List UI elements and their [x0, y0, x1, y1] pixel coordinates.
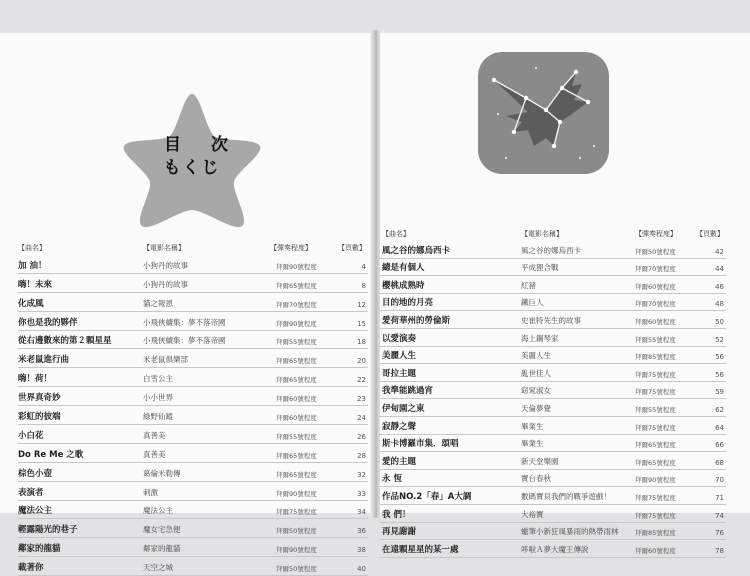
song-title: 嗨！荷！	[18, 374, 53, 385]
song-title: 小白花	[18, 430, 44, 441]
level-text: 拜爾65號程度	[276, 281, 317, 290]
song-title: 棕色小壺	[18, 468, 53, 479]
song-title: 哥拉主題	[382, 368, 417, 379]
movie-name: 美麗人生	[521, 351, 551, 361]
page-number: 64	[715, 423, 724, 432]
page-number: 38	[357, 546, 366, 555]
level-text: 拜爾55號程度	[276, 432, 317, 441]
header-movie: 【電影名稱】	[521, 230, 563, 238]
movie-name: 魔法公主	[143, 506, 173, 516]
movie-name: 亂世佳人	[521, 368, 551, 378]
toc-row	[18, 406, 368, 425]
movie-name: 天倫夢覺	[521, 403, 551, 413]
song-title: 美麗人生	[382, 351, 417, 362]
toc-table-right	[380, 229, 726, 558]
movie-name: 魔女宅急便	[143, 525, 181, 535]
song-title: 寂靜之聲	[382, 421, 417, 432]
header-page: 【頁數】	[338, 244, 366, 252]
level-text: 拜爾65號程度	[276, 451, 317, 460]
page-number: 74	[715, 511, 724, 520]
toc-title: 目 次	[164, 135, 240, 155]
page-number: 46	[715, 282, 724, 291]
song-title: 米老鼠進行曲	[18, 355, 70, 366]
page-number: 28	[357, 451, 366, 460]
song-title: 斯卡博羅市集．頌唱	[382, 439, 459, 450]
page-number: 15	[357, 319, 366, 328]
level-text: 拜爾70號程度	[635, 265, 676, 274]
level-text: 拜爾90號程度	[635, 476, 676, 485]
movie-name: 史崔特先生的故事	[521, 315, 581, 325]
level-text: 拜爾55號程度	[635, 405, 676, 414]
toc-row	[380, 364, 726, 382]
star-badge	[116, 88, 268, 233]
movie-name: 畢業生	[521, 439, 544, 449]
page-number: 50	[715, 317, 724, 326]
level-text: 拜爾70號程度	[635, 300, 676, 309]
movie-name: 米老鼠俱樂部	[143, 355, 188, 365]
toc-row	[380, 311, 726, 329]
song-title: Do Re Me 之歌	[18, 449, 84, 460]
song-title: 輕露陽光的巷子	[18, 525, 78, 536]
level-text: 拜爾65號程度	[276, 357, 317, 366]
header-song: 【曲名】	[382, 230, 410, 238]
page-number: 8	[361, 281, 366, 290]
level-text: 拜爾60號程度	[635, 546, 676, 555]
movie-name: 貓之報恩	[143, 298, 173, 308]
movie-name: 鐵巨人	[521, 298, 544, 308]
toc-row	[380, 417, 726, 435]
toc-row	[380, 435, 726, 453]
song-title: 櫻桃成熟時	[382, 280, 425, 291]
movie-name: 小飛俠續集：夢不落帝國	[143, 317, 226, 327]
song-title: 彩虹的彼端	[18, 412, 61, 423]
movie-name: 真善美	[143, 430, 166, 440]
toc-row	[18, 482, 368, 501]
song-title: 我 們！	[382, 509, 411, 520]
page-number: 32	[357, 470, 366, 479]
toc-row	[18, 557, 368, 576]
song-title: 在遠顆星星的某一處	[382, 544, 459, 555]
movie-name: 窈窕淑女	[521, 386, 551, 396]
page-number: 56	[715, 353, 724, 362]
level-text: 拜爾75號程度	[635, 370, 676, 379]
movie-name: 小狗丹的故事	[143, 260, 188, 270]
toc-row	[18, 425, 368, 444]
level-text: 拜爾55號程度	[635, 335, 676, 344]
header-page: 【頁數】	[696, 230, 724, 238]
level-text: 拜爾90號程度	[276, 262, 317, 271]
level-text: 拜爾75號程度	[635, 511, 676, 520]
song-title: 總是有個人	[382, 263, 425, 274]
movie-name: 海上鋼琴家	[521, 333, 559, 343]
toc-row	[380, 259, 726, 277]
toc-row	[18, 274, 368, 293]
movie-name: 大裕寶	[521, 509, 544, 519]
page-number: 36	[357, 527, 366, 536]
movie-name: 寶台春秋	[521, 474, 551, 484]
toc-row	[18, 501, 368, 520]
level-text: 拜爾90號程度	[276, 319, 317, 328]
page-number: 23	[357, 395, 366, 404]
song-title: 永 恆	[382, 474, 402, 485]
page-number: 71	[715, 493, 724, 502]
level-text: 拜爾60號程度	[635, 317, 676, 326]
toc-row	[18, 349, 368, 368]
movie-name: 鄰家的龍貓	[143, 544, 181, 554]
movie-name: 白雪公主	[143, 374, 173, 384]
movie-name: 畢業生	[521, 421, 544, 431]
movie-name: 刺激	[143, 487, 158, 497]
song-title: 愛荷華州的勞倫斯	[382, 315, 451, 326]
level-text: 拜爾90號程度	[276, 489, 317, 498]
level-text: 拜爾70號程度	[276, 300, 317, 309]
movie-name: 蠟筆小新狂風暴雨的熱帶雨林	[521, 527, 619, 537]
level-text: 拜爾75號程度	[276, 508, 317, 517]
level-text: 拜爾65號程度	[635, 441, 676, 450]
page-number: 48	[715, 300, 724, 309]
toc-row	[380, 276, 726, 294]
level-text: 拜爾75號程度	[635, 423, 676, 432]
page-number: 4	[361, 262, 366, 271]
song-title: 嗨！未來	[18, 279, 53, 290]
movie-name: 葛倫米勒傳	[143, 468, 181, 478]
table-header	[18, 243, 368, 255]
level-text: 拜爾60號程度	[276, 395, 317, 404]
movie-name: 風之谷的娜烏西卡	[521, 245, 581, 255]
level-text: 拜爾65號程度	[635, 458, 676, 467]
page-number: 40	[357, 565, 366, 574]
level-text: 拜爾50號程度	[276, 527, 317, 536]
header-level: 【彈奏程度】	[635, 230, 677, 238]
level-text: 拜爾85號程度	[635, 529, 676, 538]
page-number: 12	[357, 300, 366, 309]
page-number: 26	[357, 432, 366, 441]
constellation-illustration	[476, 50, 611, 176]
level-text: 拜爾55號程度	[276, 338, 317, 347]
song-title: 表演者	[18, 487, 44, 498]
page-number: 20	[357, 357, 366, 366]
toc-row	[18, 444, 368, 463]
page-number: 56	[715, 370, 724, 379]
song-title: 載著你	[18, 563, 44, 574]
header-song: 【曲名】	[18, 244, 46, 252]
toc-row	[380, 487, 726, 505]
song-title: 從右邊數來的第２顆星星	[18, 336, 112, 347]
toc-row	[18, 293, 368, 312]
page-number: 78	[715, 546, 724, 555]
page-number: 70	[715, 476, 724, 485]
level-text: 拜爾75號程度	[635, 388, 676, 397]
page-number: 68	[715, 458, 724, 467]
page-number: 76	[715, 529, 724, 538]
toc-row	[380, 452, 726, 470]
toc-row	[18, 368, 368, 387]
song-title: 鄰家的龍貓	[18, 544, 61, 555]
level-text: 拜爾75號程度	[635, 493, 676, 502]
movie-name: 數碼寶貝我們的戰爭遊戲！	[521, 491, 611, 501]
level-text: 拜爾90號程度	[276, 546, 317, 555]
movie-name: 小飛俠續集：夢不落帝國	[143, 336, 226, 346]
toc-subtitle: もくじ	[163, 158, 221, 178]
page-number: 66	[715, 441, 724, 450]
toc-row	[380, 241, 726, 259]
song-title: 化成風	[18, 298, 44, 309]
song-title: 作品NO.2「春」A大調	[382, 491, 472, 502]
song-title: 風之谷的娜烏西卡	[382, 245, 451, 256]
toc-row	[380, 347, 726, 365]
song-title: 再見謝謝	[382, 527, 417, 538]
song-title: 魔法公主	[18, 506, 53, 517]
page-number: 44	[715, 265, 724, 274]
page-number: 59	[715, 388, 724, 397]
header-movie: 【電影名稱】	[143, 244, 185, 252]
toc-row	[18, 331, 368, 350]
page-number: 42	[715, 247, 724, 256]
level-text: 拜爾60號程度	[276, 414, 317, 423]
song-title: 我準能跳過宵	[382, 386, 434, 397]
toc-row	[380, 505, 726, 523]
toc-row	[18, 312, 368, 331]
level-text: 拜爾50號程度	[276, 565, 317, 574]
movie-name: 小小世界	[143, 393, 173, 403]
toc-row	[380, 382, 726, 400]
page-number: 24	[357, 414, 366, 423]
movie-name: 綠野仙蹤	[143, 412, 173, 422]
song-title: 你也是我的夥伴	[18, 317, 78, 328]
movie-name: 哆啦Ａ夢大魔王傳說	[521, 544, 589, 554]
movie-name: 新天堂樂園	[521, 456, 559, 466]
song-title: 以愛演奏	[382, 333, 417, 344]
toc-row	[18, 255, 368, 274]
toc-row	[18, 538, 368, 557]
song-title: 目的地的月亮	[382, 298, 434, 309]
level-text: 拜爾65號程度	[276, 470, 317, 479]
toc-table-left	[18, 243, 368, 576]
level-text: 拜爾50號程度	[635, 247, 676, 256]
song-title: 伊甸園之東	[382, 403, 425, 414]
page-number: 33	[357, 489, 366, 498]
movie-name: 小狗丹的故事	[143, 279, 188, 289]
page-number: 34	[357, 508, 366, 517]
toc-row	[380, 294, 726, 312]
song-title: 世界真奇妙	[18, 393, 61, 404]
toc-row	[380, 523, 726, 541]
movie-name: 天空之城	[143, 563, 173, 573]
movie-name: 紅豬	[521, 280, 536, 290]
toc-row	[18, 519, 368, 538]
page-number: 18	[357, 338, 366, 347]
toc-row	[380, 470, 726, 488]
table-header	[380, 229, 726, 241]
song-title: 加 油！	[18, 260, 47, 271]
toc-row	[18, 463, 368, 482]
toc-row	[380, 399, 726, 417]
movie-name: 平成狸合戰	[521, 263, 559, 273]
left-page	[0, 33, 374, 574]
song-title: 愛的主題	[382, 456, 417, 467]
level-text: 拜爾85號程度	[635, 353, 676, 362]
page-number: 62	[715, 405, 724, 414]
toc-row	[18, 387, 368, 406]
toc-row	[380, 329, 726, 347]
level-text: 拜爾60號程度	[635, 282, 676, 291]
level-text: 拜爾65號程度	[276, 376, 317, 385]
header-level: 【彈奏程度】	[270, 244, 312, 252]
page-number: 22	[357, 376, 366, 385]
toc-row	[380, 540, 726, 558]
page-number: 52	[715, 335, 724, 344]
movie-name: 真善美	[143, 449, 166, 459]
